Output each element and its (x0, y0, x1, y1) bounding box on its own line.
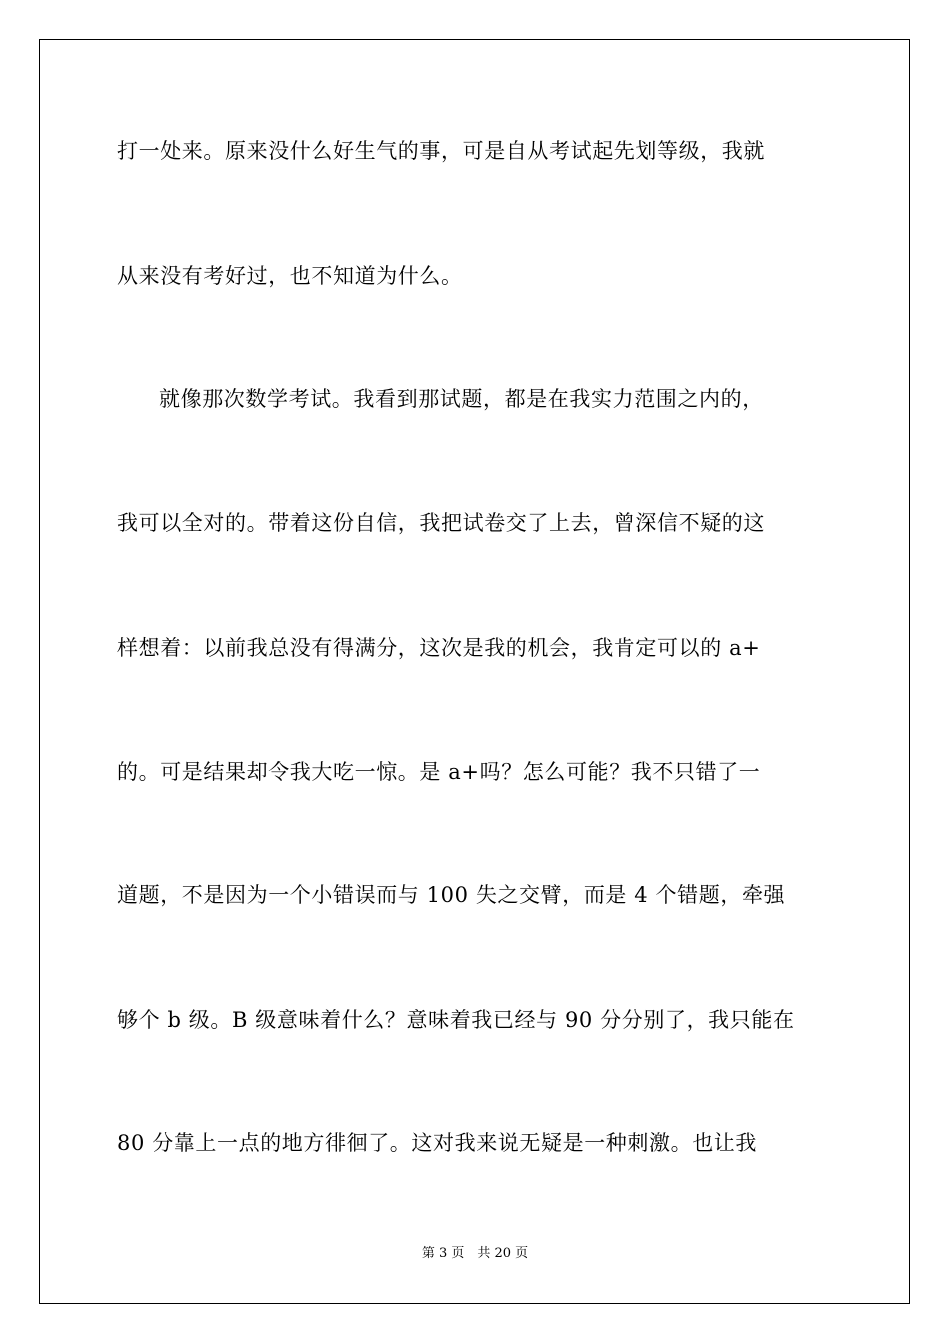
text-line: 够个 b 级。B 级意味着什么？意味着我已经与 90 分分别了，我只能在 (117, 1008, 795, 1032)
text-line: 我可以全对的。带着这份自信，我把试卷交了上去，曾深信不疑的这 (117, 511, 765, 535)
text-line: 就像那次数学考试。我看到那试题，都是在我实力范围之内的， (159, 387, 764, 411)
page-border (39, 39, 910, 1304)
text-line: 从来没有考好过，也不知道为什么。 (117, 264, 463, 288)
page-number-footer: 第 3 页 共 20 页 (421, 1246, 529, 1261)
text-line: 80 分靠上一点的地方徘徊了。这对我来说无疑是一种刺激。也让我 (117, 1131, 757, 1155)
text-line: 样想着：以前我总没有得满分，这次是我的机会，我肯定可以的 a+ (117, 636, 761, 660)
text-line: 的。可是结果却令我大吃一惊。是 a+吗？怎么可能？我不只错了一 (117, 760, 761, 784)
text-line: 打一处来。原来没什么好生气的事，可是自从考试起先划等级，我就 (117, 139, 765, 163)
text-line: 道题，不是因为一个小错误而与 100 失之交臂，而是 4 个错题，牵强 (117, 883, 786, 907)
